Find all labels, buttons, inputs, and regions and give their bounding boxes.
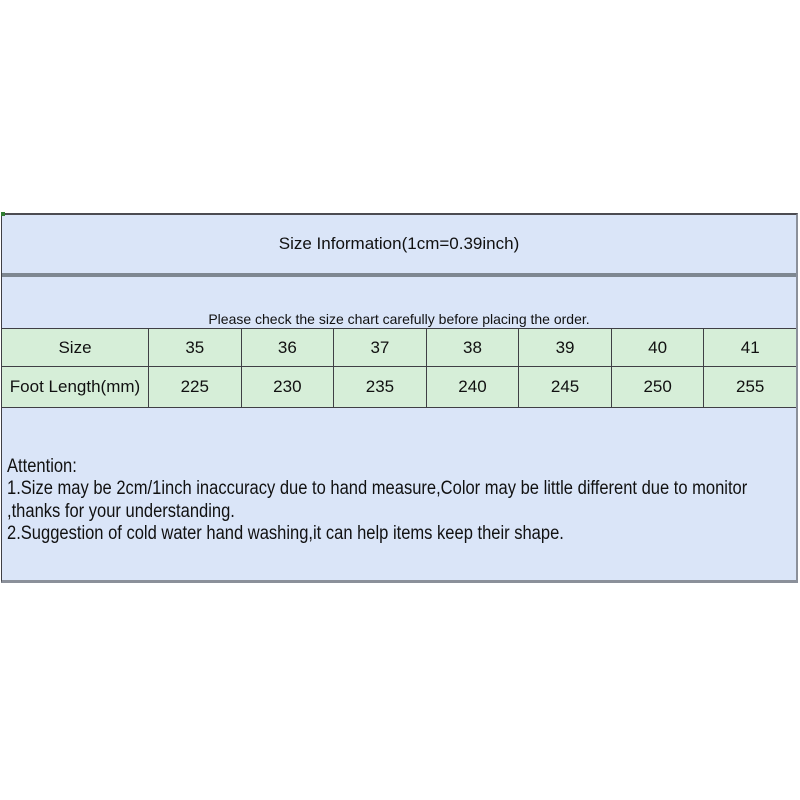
size-chart-title: Size Information(1cm=0.39inch) [2, 215, 796, 273]
attention-heading: Attention: [7, 456, 77, 477]
foot-length-value: 250 [611, 367, 704, 407]
size-value: 40 [611, 329, 704, 366]
size-value: 35 [148, 329, 241, 366]
foot-length-value: 245 [518, 367, 611, 407]
size-value: 36 [241, 329, 334, 366]
corner-artifact [1, 212, 5, 216]
size-chart-table [1, 213, 798, 583]
foot-length-value: 255 [703, 367, 796, 407]
foot-length-row-header: Foot Length(mm) [9, 377, 141, 396]
size-value: 37 [333, 329, 426, 366]
foot-length-value: 235 [333, 367, 426, 407]
attention-note-1-cont: ,thanks for your understanding. [7, 500, 235, 522]
size-value: 38 [426, 329, 519, 366]
attention-section [2, 408, 796, 580]
size-row [2, 328, 796, 367]
attention-note-1: 1.Size may be 2cm/1inch inaccuracy due to hand measure,Color may be little different due to monitor [7, 478, 748, 500]
size-chart-notice: Please check the size chart carefully before placing the order. [2, 277, 796, 328]
foot-length-row [2, 367, 796, 408]
foot-length-value: 240 [426, 367, 519, 407]
foot-length-value: 225 [148, 367, 241, 407]
attention-note-2: 2.Suggestion of cold water hand washing,it can help items keep their shape. [7, 523, 564, 545]
size-value: 41 [703, 329, 796, 366]
foot-length-value: 230 [241, 367, 334, 407]
size-row-header: Size [58, 337, 92, 357]
size-value: 39 [518, 329, 611, 366]
